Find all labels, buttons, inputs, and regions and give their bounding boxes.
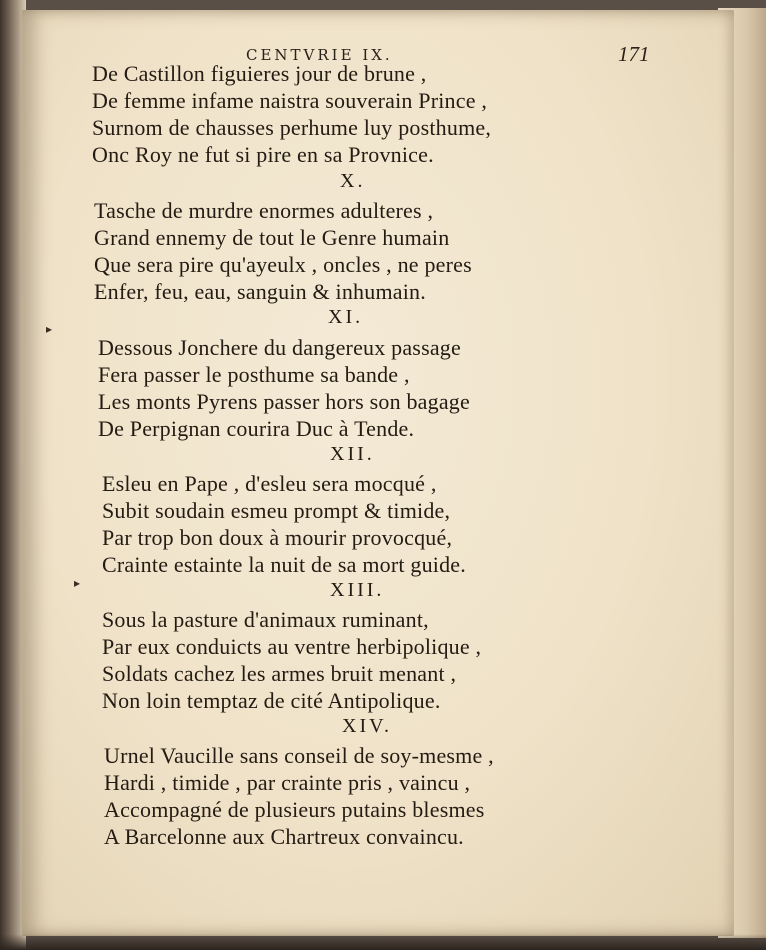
verse-line: Non loin temptaz de cité Antipolique. bbox=[102, 688, 441, 713]
verse-line: Soldats cachez les armes bruit menant , bbox=[102, 661, 457, 686]
running-head: CENTVRIE IX. bbox=[246, 46, 393, 64]
verse-line: De femme infame naistra souverain Prince , bbox=[92, 88, 488, 113]
book-page bbox=[22, 10, 734, 936]
verse-line: Enfer, feu, eau, sanguin & inhumain. bbox=[94, 279, 426, 304]
verse-line: Hardi , timide , par crainte pris , vaincu , bbox=[104, 770, 471, 795]
verse-line: Subit soudain esmeu prompt & timide, bbox=[102, 498, 451, 523]
margin-mark: ▸ bbox=[74, 576, 81, 590]
bottom-shadow bbox=[0, 934, 766, 950]
verse-line: Sous la pasture d'animaux ruminant, bbox=[102, 607, 429, 632]
quatrain-numeral: XII. bbox=[330, 443, 375, 465]
verse-line: De Perpignan courira Duc à Tende. bbox=[98, 416, 415, 441]
verse-line: Crainte estainte la nuit de sa mort guide. bbox=[102, 552, 466, 577]
verse-line: Que sera pire qu'ayeulx , oncles , ne peres bbox=[94, 252, 472, 277]
margin-mark: ▸ bbox=[46, 322, 53, 336]
verse-line: Tasche de murdre enormes adulteres , bbox=[94, 198, 434, 223]
quatrain-numeral: XI. bbox=[328, 306, 364, 328]
verse-line: Surnom de chausses perhume luy posthume, bbox=[92, 115, 492, 140]
verse-line: Les monts Pyrens passer hors son bagage bbox=[98, 389, 470, 414]
verse-line: Par eux conduicts au ventre herbipolique , bbox=[102, 634, 482, 659]
verse-line: Par trop bon doux à mourir provocqué, bbox=[102, 525, 453, 550]
verse-line: Onc Roy ne fut si pire en sa Provnice. bbox=[92, 142, 434, 167]
quatrain-numeral: XIV. bbox=[342, 715, 392, 737]
quatrain-numeral: XIII. bbox=[330, 579, 385, 601]
verse-line: Accompagné de plusieurs putains blesmes bbox=[104, 797, 485, 822]
verse-line: Urnel Vaucille sans conseil de soy-mesme , bbox=[104, 743, 494, 768]
quatrain-numeral: X. bbox=[340, 170, 366, 192]
verse-line: Fera passer le posthume sa bande , bbox=[98, 362, 410, 387]
verse-line: De Castillon figuieres jour de brune , bbox=[92, 61, 427, 86]
verse-line: A Barcelonne aux Chartreux convaincu. bbox=[104, 824, 464, 849]
verse-line: Dessous Jonchere du dangereux passage bbox=[98, 335, 461, 360]
verse-line: Grand ennemy de tout le Genre humain bbox=[94, 225, 450, 250]
page-number: 171 bbox=[618, 42, 650, 66]
verse-line: Esleu en Pape , d'esleu sera mocqué , bbox=[102, 471, 437, 496]
